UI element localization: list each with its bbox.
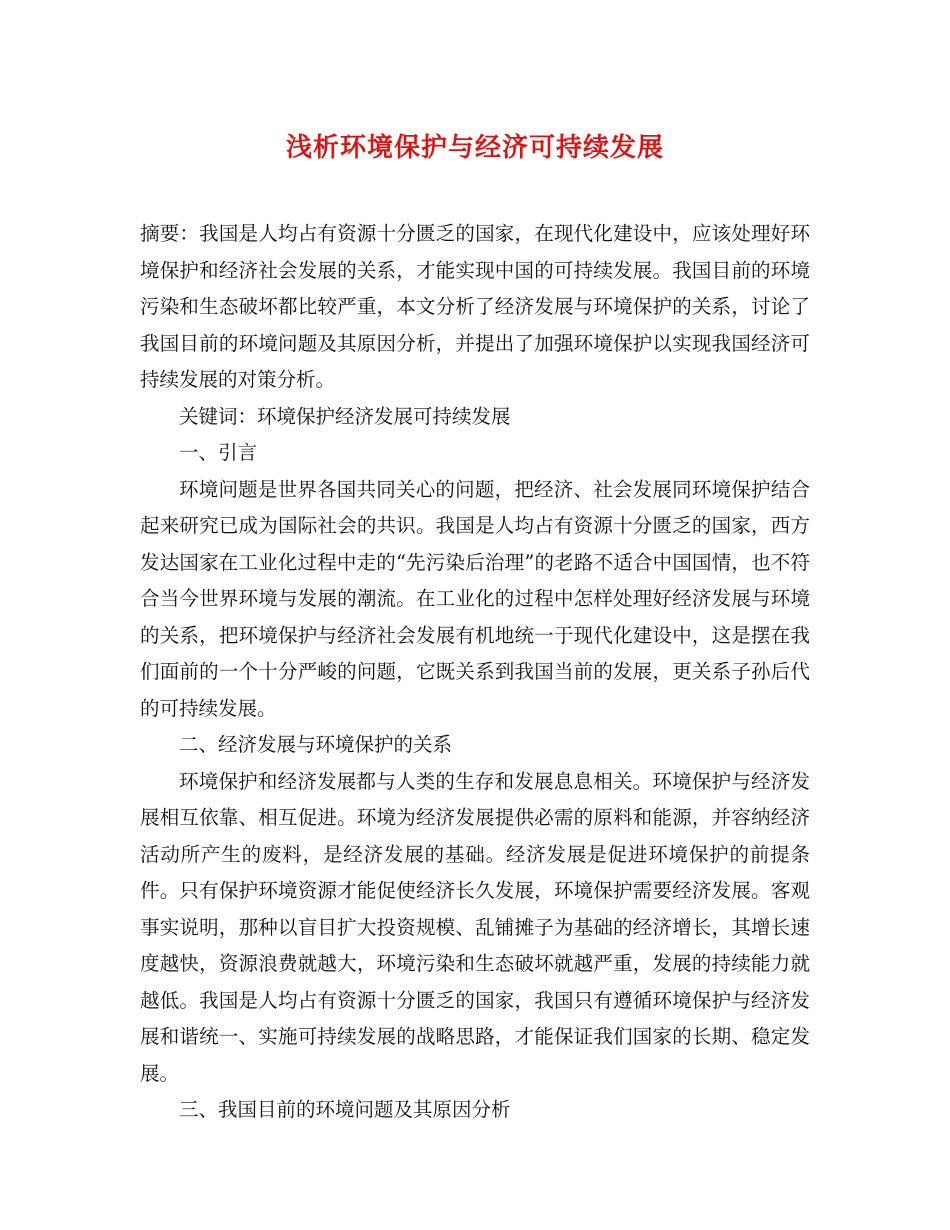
keywords-line: 关键词：环境保护经济发展可持续发展 xyxy=(179,404,511,428)
section-heading-problems: 三、我国目前的环境问题及其原因分析 xyxy=(179,1098,511,1121)
relationship-paragraph: 环境保护和经济发展都与人类的生存和发展息息相关。环境保护与经济发展相互依靠、相互促进。环境为经济发展提供必需的原料和能源，并容纳经济活动所产生的废料，是经济发展的基础。经济发展是促进环境保护的前提条件。只有保护环境资源才能促使经济长久发展，环境保护需要经济发展。客观事实说明，那种以盲目扩大投资规模、乱铺摊子为基础的经济增长，其增长速度越快，资源浪费就越大，环境污染和生态破坏就越严重，发展的持续能力就越低。我国是人均占有资源十分匮乏的国家，我国只有遵循环境保护与经济发展和谐统一、实施可持续发展的战略思路，才能保证我们国家的长期、稳定发展。 xyxy=(140,769,810,1085)
document-title: 浅析环境保护与经济可持续发展 xyxy=(285,133,664,163)
abstract-paragraph: 摘要：我国是人均占有资源十分匮乏的国家，在现代化建设中，应该处理好环境保护和经济社会发展的关系，才能实现中国的可持续发展。我国目前的环境污染和生态破坏都比较严重，本文分析了经济发展与环境保护的关系，讨论了我国目前的环境问题及其原因分析，并提出了加强环境保护以实现我国经济可持续发展的对策分析。 xyxy=(140,222,810,391)
section-heading-relationship: 二、经济发展与环境保护的关系 xyxy=(179,733,453,756)
document-body xyxy=(140,216,810,1129)
section-heading-introduction: 一、引言 xyxy=(179,441,258,464)
introduction-paragraph: 环境问题是世界各国共同关心的问题，把经济、社会发展同环境保护结合起来研究已成为国际社会的共识。我国是人均占有资源十分匮乏的国家，西方发达国家在工业化过程中走的“先污染后治理”的老路不适合中国国情，也不符合当今世界环境与发展的潮流。在工业化的过程中怎样处理好经济发展与环境的关系，把环境保护与经济社会发展有机地统一于现代化建设中，这是摆在我们面前的一个十分严峻的问题，它既关系到我国当前的发展，更关系子孙后代的可持续发展。 xyxy=(140,477,810,720)
